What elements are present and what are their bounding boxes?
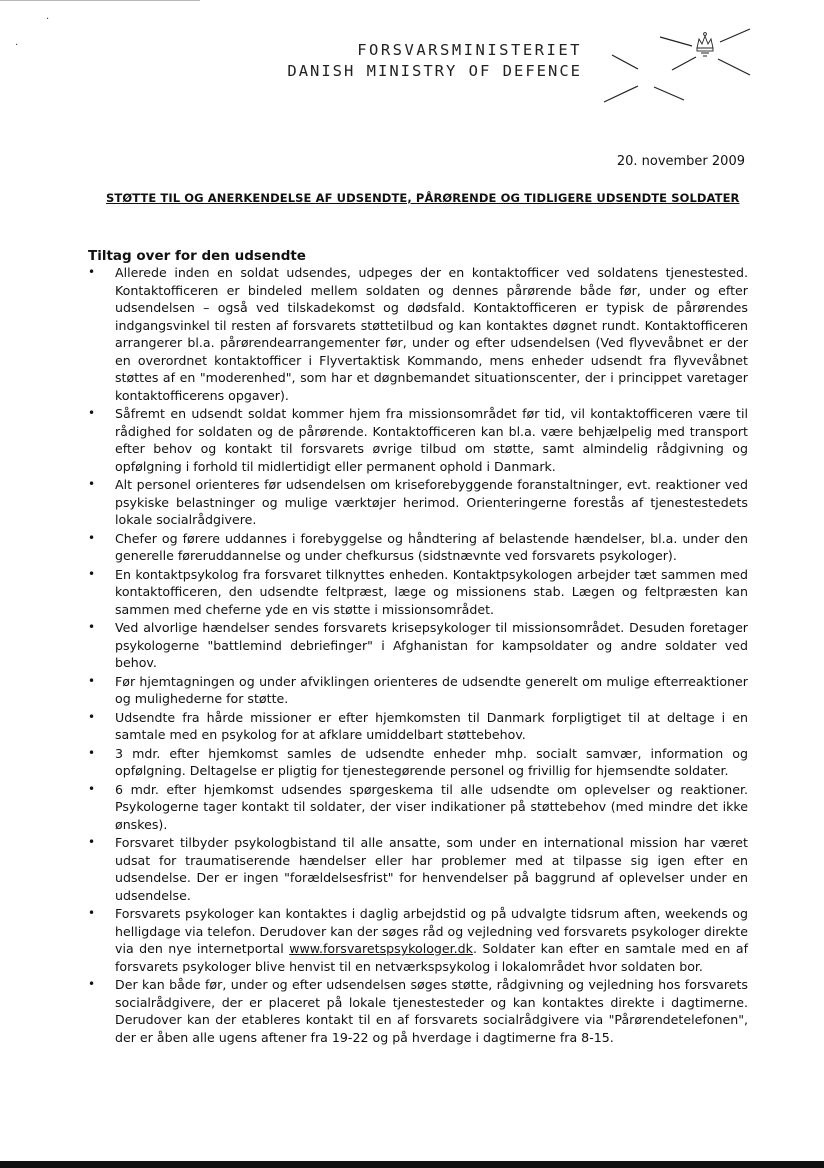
list-item [88,673,748,708]
bullet-icon: • [88,620,96,634]
list-item-text-after-link: . Soldater kan efter en samtale med en af forsvarets psykologer blive henvist til en netværkspsykolog i lokalområdet hvor soldaten bor. [115,941,748,974]
scan-speck: · [46,14,50,25]
list-item-text: Alt personel orienteres før udsendelsen om kriseforebyggende foranstaltninger, evt. reaktioner ved psykiske belastninger og mulige værktøjer herimod. Orienteringerne forestås af tjenestestedets lokale socialrådgivere. [115,477,748,527]
bullet-icon: • [88,265,96,279]
scan-bottom-edge [0,1161,824,1168]
bullet-icon: • [88,745,96,760]
document-heading: STØTTE TIL OG ANERKENDELSE AF UDSENDTE, PÅRØRENDE OG TIDLIGERE UDSENDTE SOLDATER [106,191,740,205]
list-item [88,976,748,1046]
list-item [88,709,748,744]
list-item [88,264,748,404]
list-item [88,566,748,619]
list-item-text: En kontaktpsykolog fra forsvaret tilknyttes enheden. Kontaktpsykologen arbejder tæt sammen med kontaktofficeren, den udsendte feltpræst, læge og missionens stab. Lægen og feltpræsten kan sammen med cheferne yde en vis støtte i missionsområdet. [115,566,748,617]
list-item [88,405,748,475]
bullet-icon: • [88,566,96,581]
scan-speck: · [15,40,19,51]
bullet-icon: • [88,530,96,545]
list-item-text: 6 mdr. efter hjemkomst udsendes spørgeskema til alle udsendte om oplevelser og reaktioner. Psykologerne tager kontakt til soldater, der viser indikationer på støttebehov (med mindre det ikke ønskes). [115,781,748,832]
org-name-danish: FORSVARSMINISTERIET [357,41,582,59]
list-item-text: Før hjemtagningen og under afviklingen orienteres de udsendte generelt om mulige efterreaktioner og mulighederne for støtte. [115,673,748,706]
psychologists-portal-link[interactable]: www.forsvaretspsykologer.dk [289,941,473,956]
list-item [88,619,748,672]
bullet-icon: • [88,906,96,920]
list-item [88,476,748,529]
bullet-icon: • [88,406,96,420]
bullet-icon: • [88,977,96,991]
list-item [88,745,748,780]
org-name-english: DANISH MINISTRY OF DEFENCE [287,62,582,80]
crown-crest-icon [598,20,758,110]
bullet-list [88,264,748,1047]
bullet-icon: • [88,835,96,849]
list-item-text: Udsendte fra hårde missioner er efter hjemkomsten til Danmark forpligtiget til at deltage i en samtale med en psykolog for at afklare umiddelbart støttebehov. [115,709,748,742]
list-item-text: Der kan både før, under og efter udsendelsen søges støtte, rådgivning og vejledning hos forsvarets socialrådgivere, der er placeret på lokale tjenestesteder og kan kontaktes direkte i dagtimerne. Derudover kan der etableres kontakt til en af forsvarets socialrådgivere via "Pårørendetelefonen", der er åben alle ugens aftener fra 19-22 og på hverdage i dagtimerne fra 8-15. [115,977,748,1045]
list-item-text-before-link: Forsvarets psykologer kan kontaktes i daglig arbejdstid og på udvalgte tidsrum aften, weekends og helligdage via telefon. Derudover kan der søges råd og vejledning ved forsvarets psykologer direkte via den nye internetportal [115,906,748,956]
bullet-icon: • [88,477,96,491]
section-title: Tiltag over for den udsendte [88,248,306,264]
list-item [88,905,748,975]
bullet-icon: • [88,709,96,724]
list-item-text: Ved alvorlige hændelser sendes forsvarets krisepsykologer til missionsområdet. Desuden foretager psykologerne "battlemind debriefinger" i Afghanistan for kampsoldater og andre soldater ved behov. [115,620,748,670]
list-item [88,781,748,834]
list-item-text: Forsvaret tilbyder psykologbistand til alle ansatte, som under en international mission har været udsat for traumatiserende hændelser eller har problemer med at tilpasse sig igen efter en udsendelse. Der er ingen "forældelsesfrist" for henvendelser på baggrund af oplevelser under en udsendelse. [115,835,748,903]
list-item-text: Allerede inden en soldat udsendes, udpeges der en kontaktofficer ved soldatens tjenestested. Kontaktofficeren er bindeled mellem soldaten og dennes pårørende både før, under og efter udsendelsen – også ved tilskadekomst og dødsfald. Kontaktofficeren er typisk de pårørendes indgangsvinkel til resten af forsvarets støttetilbud og kan kontaktes døgnet rundt. Kontaktofficeren arrangerer bl.a. pårørendearrangementer før, under og efter udsendelsen (Ved flyvevåbnet er der en overordnet kontaktofficer i Flyvertaktisk Kommando, mens enheder udsendt fra flyvevåbnet støttes af en "moderenhed", som har et døgnbemandet situationscenter, der i princippet varetager kontaktofficerens opgaver). [115,265,748,403]
list-item [88,834,748,904]
list-item-text: Såfremt en udsendt soldat kommer hjem fra missionsområdet før tid, vil kontaktofficeren være til rådighed for soldaten og de pårørende. Kontaktofficeren kan bl.a. være behjælpelig med transport efter behov og kontakt til forsvarets øvrige tilbud om støtte, samt almindelig rådgivning og opfølgning i forhold til midlertidigt eller permanent ophold i Danmark. [115,406,748,474]
bullet-icon: • [88,673,96,688]
list-item [88,530,748,565]
bullet-icon: • [88,781,96,796]
scan-edge-line [0,0,200,1]
document-date: 20. november 2009 [616,154,745,169]
list-item-text: 3 mdr. efter hjemkomst samles de udsendte enheder mhp. socialt samvær, information og opfølgning. Deltagelse er pligtig for tjenestegørende personel og frivillig for hjemsendte soldater. [115,745,748,778]
list-item-text: Chefer og førere uddannes i forebyggelse og håndtering af belastende hændelser, bl.a. under den generelle føreruddannelse og under chefkursus (sidstnævnte ved forsvarets psykologer). [115,530,748,563]
